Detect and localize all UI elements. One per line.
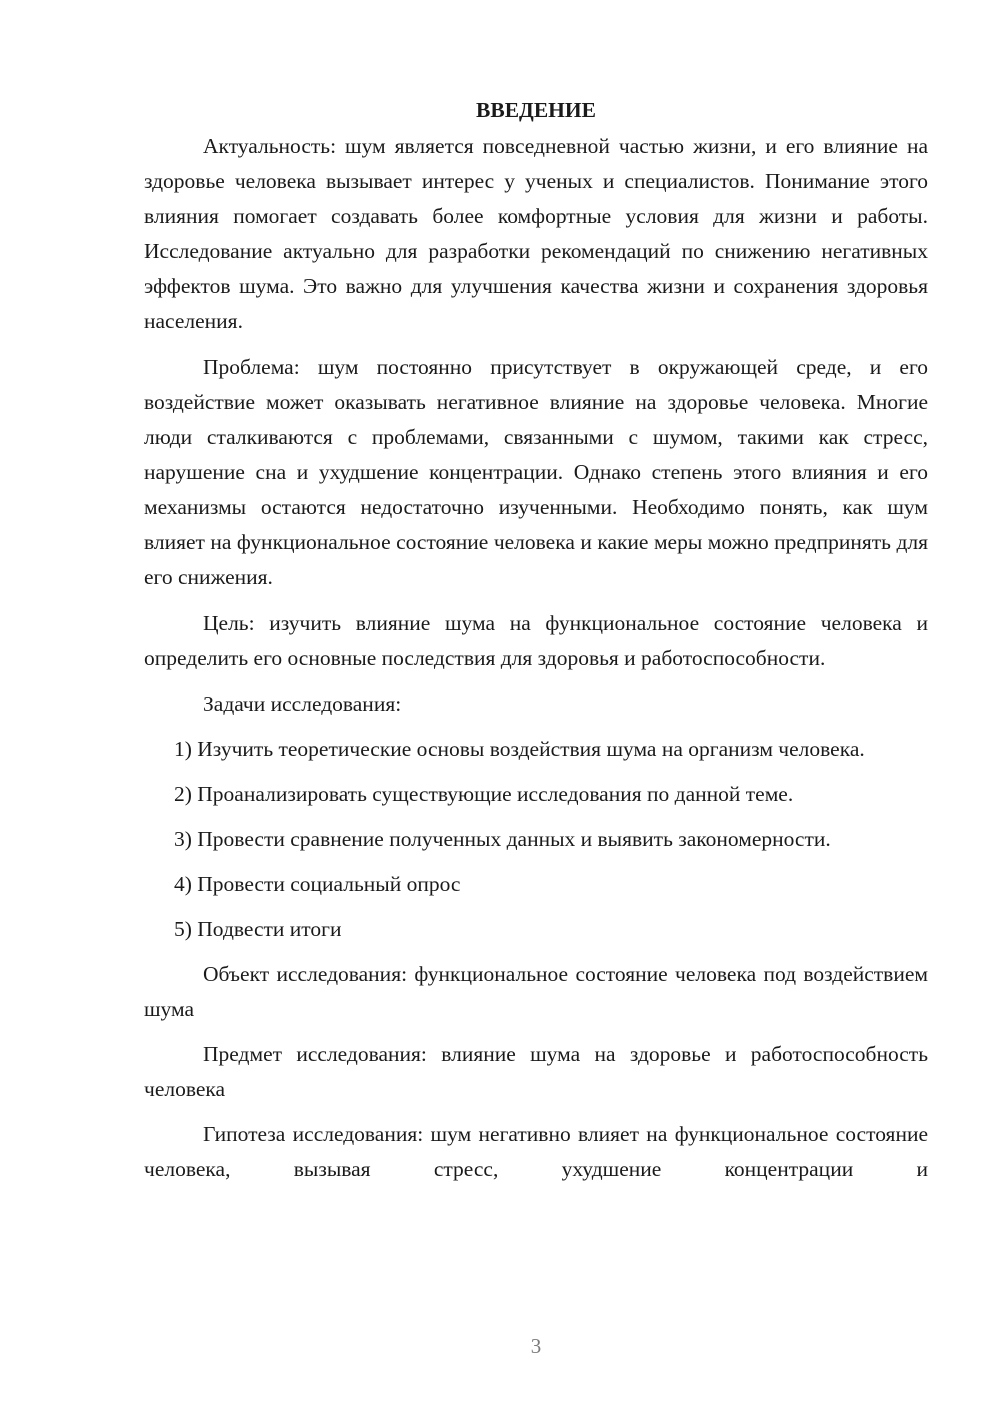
list-item: 5) Подвести итоги <box>174 917 342 941</box>
tasks-heading: Задачи исследования: <box>203 692 402 716</box>
list-item: 3) Провести сравнение полученных данных и выявить закономерности. <box>174 827 831 851</box>
paragraph-problem: Проблема: шум постоянно присутствует в окружающей среде, и его воздействие может оказывать негативное влияние на здоровье человека. Многие люди сталкиваются с проблемами, связанными с шумом, такими как стресс, нарушение сна и ухудшение концентрации. Однако степень этого влияния и его механизмы остаются недостаточно изученными. Необходимо понять, как шум влияет на функциональное состояние человека и какие меры можно предпринять для его снижения. <box>144 355 928 589</box>
page-number: 3 <box>530 1334 542 1358</box>
list-item: 1) Изучить теоретические основы воздействия шума на организм человека. <box>174 737 865 761</box>
paragraph-relevance: Актуальность: шум является повседневной частью жизни, и его влияние на здоровье человека вызывает интерес у ученых и специалистов. Понимание этого влияния помогает создавать более комфортные условия для жизни и работы. Исследование актуально для разработки рекомендаций по снижению негативных эффектов шума. Это важно для улучшения качества жизни и сохранения здоровья населения. <box>144 134 928 333</box>
paragraph-object: Объект исследования: функциональное состояние человека под воздействием шума <box>144 962 928 1021</box>
paragraph-subject: Предмет исследования: влияние шума на здоровье и работоспособность человека <box>144 1042 928 1101</box>
page-body <box>144 92 928 1187</box>
list-item: 4) Провести социальный опрос <box>174 872 461 896</box>
paragraph-goal: Цель: изучить влияние шума на функциональное состояние человека и определить его основные последствия для здоровья и работоспособности. <box>144 611 928 670</box>
list-item: 2) Проанализировать существующие исследования по данной теме. <box>174 782 794 806</box>
paragraph-hypothesis: Гипотеза исследования: шум негативно влияет на функциональное состояние человека, вызывая стресс, ухудшение концентрации и <box>144 1122 928 1181</box>
page-title: ВВЕДЕНИЕ <box>476 98 596 122</box>
